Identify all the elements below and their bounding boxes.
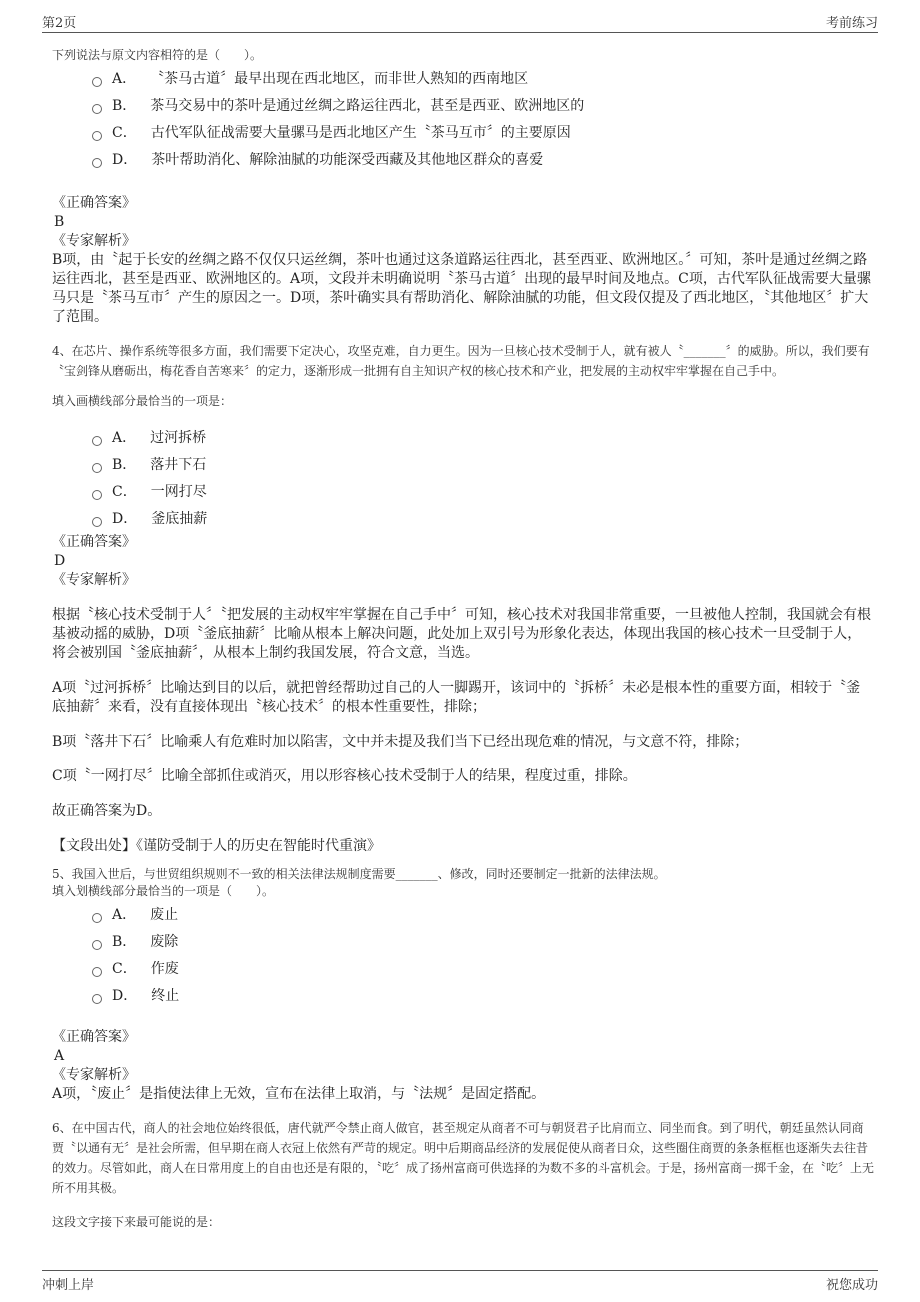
q6-stem: 6、在中国古代，商人的社会地位始终很低，唐代就严令禁止商人做官，甚至规定从商者不可与朝贤君子比肩而立、同坐而食。到了明代，朝廷虽然认同商贾〝以通有无〞是社会所需，但早期在商人衣冠上依然有严苛的规定。明中后期商品经济的发展促使从商者日众，这些圈住商贾的条条框框也逐渐失去往昔的效力。尽管如此，商人在日常用度上的自由也还是有限的，〝吃〞成了扬州富商可供选择的为数不多的斗富机会。于是，扬州富商一掷千金，在〝吃〞上无所不用其极。 [52, 1121, 875, 1195]
q4-answer: D [54, 553, 66, 569]
q3-option-c[interactable]: C． 古代军队征战需要大量骡马是西北地区产生〝茶马互市〞的主要原因 [92, 120, 874, 147]
footer-left-text: 冲刺上岸 [42, 1278, 95, 1293]
q4-stem: 4、在芯片、操作系统等很多方面，我们需要下定决心，攻坚克难，自力更生。因为一旦核心技术受制于人，就有被人〝_______〞的威胁。所以，我们要有〝宝剑锋从磨砺出，梅花香自苦寒来〞的定力，逐渐形成一批拥有自主知识产权的核心技术和产业，把发展的主动权牢牢掌握在自己手中。 [52, 344, 870, 378]
q3-analysis-label: 《专家解析》 [52, 233, 136, 249]
q4-options [92, 425, 874, 533]
q5-option-a[interactable]: A． 废止 [92, 902, 874, 929]
q4-analysis-para: A项〝过河拆桥〞比喻达到目的以后，就把曾经帮助过自己的人一脚踢开，该词中的〝拆桥〞未必是根本性的重要方面，相较于〝釜底抽薪〞来看，没有直接体现出〝核心技术〞的根本性重要性，排除； [52, 680, 861, 715]
document-content [52, 40, 874, 1232]
q4-analysis-para: B项〝落井下石〞比喻乘人有危难时加以陷害，文中并未提及我们当下已经出现危难的情况，与文意不符，排除； [52, 734, 749, 750]
q5-option-c[interactable]: C． 作废 [92, 956, 874, 983]
q5-options [92, 902, 874, 1010]
q4-option-d[interactable]: D． 釜底抽薪 [92, 506, 874, 533]
q4-analysis-para: C项〝一网打尽〞比喻全部抓住或消灭，用以形容核心技术受制于人的结果，程度过重，排除。 [52, 768, 637, 784]
q5-stem: 5、我国入世后，与世贸组织规则不一致的相关法律法规制度需要_______、修改，同时还要制定一批新的法律法规。 [52, 867, 666, 881]
q5-analysis-label: 《专家解析》 [52, 1067, 136, 1083]
header-title: 考前练习 [825, 16, 878, 31]
q5-prompt: 填入划横线部分最恰当的一项是（ ）。 [52, 884, 275, 898]
q3-answer-label: 《正确答案》 [52, 195, 136, 211]
q3-option-a[interactable]: A． 〝茶马古道〞最早出现在西北地区，而非世人熟知的西南地区 [92, 66, 874, 93]
footer-right-text: 祝您成功 [825, 1278, 878, 1293]
radio-icon[interactable] [92, 158, 102, 168]
radio-icon[interactable] [92, 104, 102, 114]
q6-prompt: 这段文字接下来最可能说的是： [52, 1215, 221, 1229]
q4-prompt: 填入画横线部分最恰当的一项是： [52, 394, 233, 408]
q4-analysis-para: 根据〝核心技术受制于人〞〝把发展的主动权牢牢掌握在自己手中〞可知，核心技术对我国非常重要，一旦被他人控制，我国就会有根基被动摇的威胁，D项〝釜底抽薪〞比喻从根本上解决问题，此处加上双引号为形象化表达，体现出我国的核心技术一旦受制于人，将会被别国〝釜底抽薪〞，从根本上制约我国发展，符合文意，当选。 [52, 607, 871, 661]
q4-analysis-para: 故正确答案为D。 [52, 803, 162, 819]
q3-analysis: B项，由〝起于长安的丝绸之路不仅仅只运丝绸，茶叶也通过这条道路运往西北，甚至西亚、欧洲地区。〞可知，茶叶是通过丝绸之路运往西北，甚至是西亚、欧洲地区的。A项，文段并未明确说明〝茶马古道〞出现的最早时间及地点。C项，古代军队征战需要大量骡马只是〝茶马互市〞产生的原因之一。D项，茶叶确实具有帮助消化、解除油腻的功能，但文段仅提及了西北地区，〝其他地区〞扩大了范围。 [52, 252, 871, 325]
q4-option-b[interactable]: B． 落井下石 [92, 452, 874, 479]
q5-answer: A [54, 1048, 65, 1064]
radio-icon[interactable] [92, 131, 102, 141]
radio-icon[interactable] [92, 994, 102, 1004]
radio-icon[interactable] [92, 463, 102, 473]
radio-icon[interactable] [92, 913, 102, 923]
q4-answer-label: 《正确答案》 [52, 534, 136, 550]
q5-analysis: A项，〝废止〞是指使法律上无效，宣布在法律上取消，与〝法规〞是固定搭配。 [52, 1086, 546, 1102]
q4-analysis-label: 《专家解析》 [52, 572, 136, 588]
radio-icon[interactable] [92, 517, 102, 527]
q4-source: 【文段出处】《谨防受制于人的历史在智能时代重演》 [52, 838, 381, 854]
q3-option-d[interactable]: D． 茶叶帮助消化、解除油腻的功能深受西藏及其他地区群众的喜爱 [92, 147, 874, 174]
q4-option-c[interactable]: C． 一网打尽 [92, 479, 874, 506]
q5-answer-label: 《正确答案》 [52, 1029, 136, 1045]
radio-icon[interactable] [92, 940, 102, 950]
radio-icon[interactable] [92, 77, 102, 87]
q3-prompt: 下列说法与原文内容相符的是（ ）。 [52, 48, 263, 62]
radio-icon[interactable] [92, 436, 102, 446]
radio-icon[interactable] [92, 490, 102, 500]
q5-option-d[interactable]: D． 终止 [92, 983, 874, 1010]
q3-option-b[interactable]: B． 茶马交易中的茶叶是通过丝绸之路运往西北，甚至是西亚、欧洲地区的 [92, 93, 874, 120]
q4-option-a[interactable]: A． 过河拆桥 [92, 425, 874, 452]
radio-icon[interactable] [92, 967, 102, 977]
q3-options [92, 66, 874, 174]
page-header [42, 12, 878, 33]
page-footer [42, 1270, 878, 1293]
q5-option-b[interactable]: B． 废除 [92, 929, 874, 956]
page-number: 第2页 [42, 16, 77, 31]
q3-answer: B [54, 214, 65, 230]
